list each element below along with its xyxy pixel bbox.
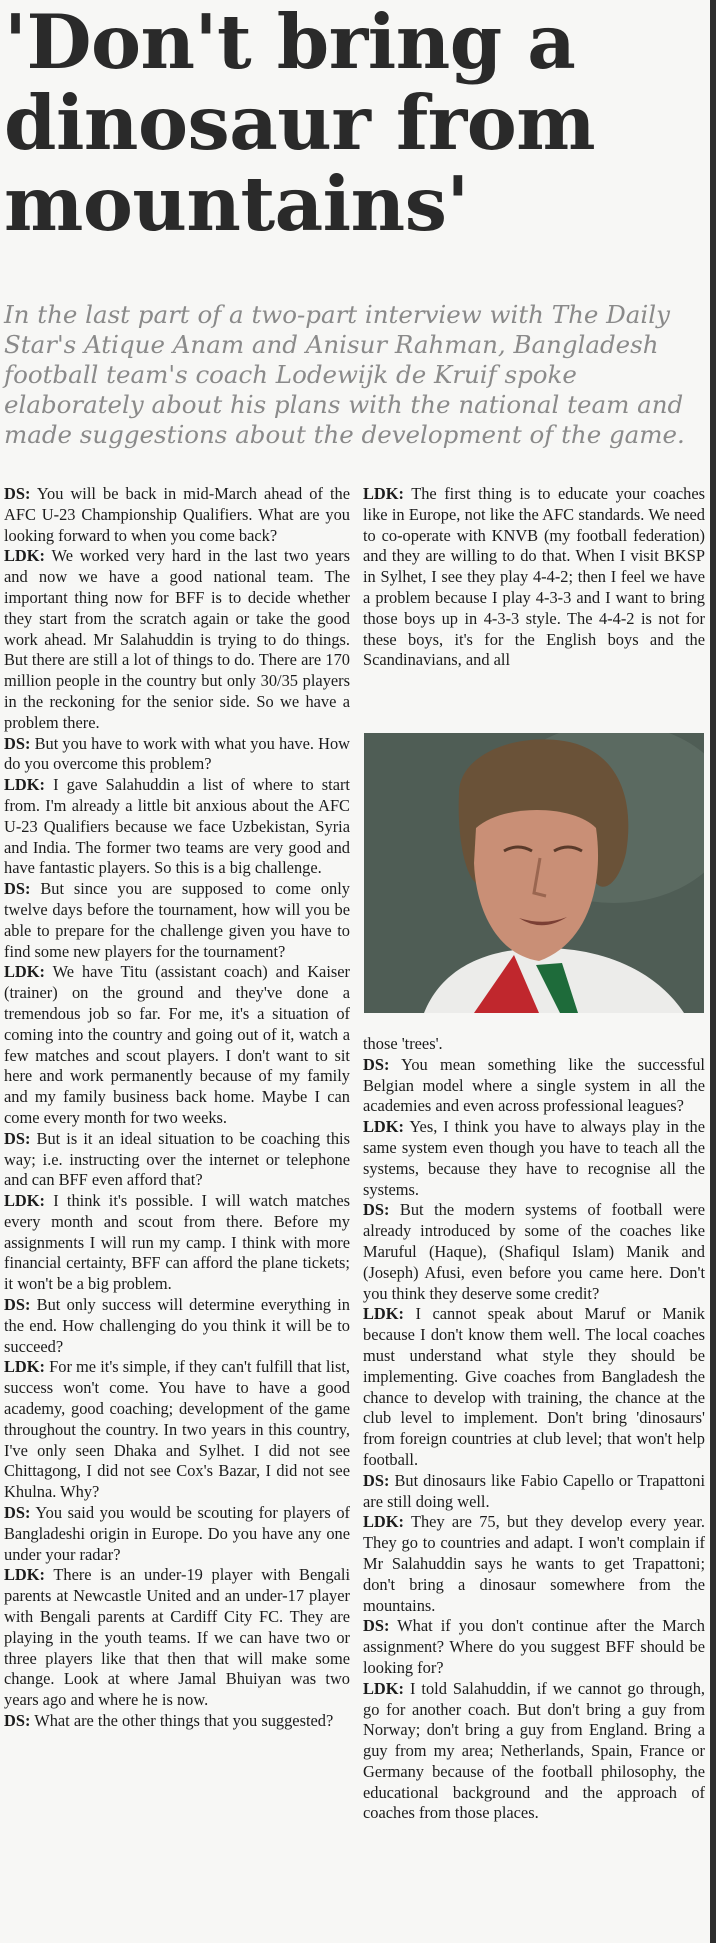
speaker-label: LDK: bbox=[363, 1512, 404, 1532]
speaker-label: DS: bbox=[4, 1503, 31, 1523]
coach-photo bbox=[364, 733, 704, 1013]
paragraph-text: those 'trees'. bbox=[363, 1034, 443, 1053]
speaker-label: LDK: bbox=[4, 962, 45, 982]
interview-paragraph bbox=[363, 484, 705, 671]
speaker-label: LDK: bbox=[4, 775, 45, 795]
left-column bbox=[4, 484, 350, 1732]
interview-paragraph bbox=[4, 1565, 350, 1711]
paragraph-text: We worked very hard in the last two years and now we have a good national team. The important thing now for BFF is to decide whether they start from the scratch again or take the good work ahead. Mr Salahuddin is trying to do things. But there are still a lot of things to do. There are 170 million people in the country but only 30/35 players in the reckoning for the senior side. So we have a problem there. bbox=[4, 546, 350, 732]
interview-paragraph bbox=[363, 1616, 705, 1678]
interview-paragraph bbox=[363, 1304, 705, 1470]
speaker-label: DS: bbox=[4, 1295, 31, 1315]
paragraph-text: For me it's simple, if they can't fulfill that list, success won't come. You have to have a good academy, good coaching; development of the game throughout the country. In two years in this country, I've only seen Dhaka and Sylhet. I did not see Chittagong, I did not see Cox's Bazar, I did not see Khulna. Why? bbox=[4, 1357, 350, 1502]
right-column-top bbox=[363, 484, 705, 671]
interview-paragraph bbox=[363, 1471, 705, 1513]
speaker-label: LDK: bbox=[4, 546, 45, 566]
paragraph-text: Yes, I think you have to always play in the same system even though you have to teach all the systems, because they have to recognise all the systems. bbox=[363, 1117, 705, 1199]
speaker-label: DS: bbox=[4, 484, 31, 503]
speaker-label: DS: bbox=[363, 1200, 390, 1220]
interview-paragraph bbox=[4, 1357, 350, 1503]
interview-paragraph bbox=[4, 1711, 350, 1732]
interview-paragraph bbox=[4, 546, 350, 733]
headline: 'Don't bring a dinosaur from mountains' bbox=[4, 0, 596, 248]
paragraph-text: I think it's possible. I will watch matches every month and scout from there. Before my assignments I will run my camp. I think with more financial certainty, BFF can afford the plane tickets; it won't be a big problem. bbox=[4, 1191, 350, 1294]
speaker-label: LDK: bbox=[4, 1357, 45, 1377]
interview-paragraph bbox=[363, 1034, 705, 1055]
interview-paragraph bbox=[4, 484, 350, 546]
paragraph-text: I told Salahuddin, if we cannot go through, go for another coach. But don't bring a guy from Norway; don't bring a guy from England. Bring a guy from my area; Netherlands, Spain, France or Germany because of the football philosophy, the educational background and the approach of coaches from those places. bbox=[363, 1678, 705, 1823]
interview-paragraph bbox=[363, 1679, 705, 1825]
speaker-label: LDK: bbox=[363, 1304, 404, 1324]
speaker-label: LDK: bbox=[363, 1678, 404, 1698]
interview-paragraph bbox=[363, 1055, 705, 1117]
paragraph-text: But is it an ideal situation to be coaching this way; i.e. instructing over the internet or telephone and can BFF even afford that? bbox=[4, 1128, 350, 1190]
page-edge-rule bbox=[710, 0, 716, 1943]
paragraph-text: What are the other things that you suggested? bbox=[30, 1711, 334, 1731]
speaker-label: DS: bbox=[363, 1054, 390, 1074]
speaker-label: DS: bbox=[363, 1470, 390, 1490]
article-deck: In the last part of a two-part interview with The Daily Star's Atique Anam and Anisur Rahman, Bangladesh football team's coach Lodewijk de Kruif spoke elaborately about his plans with the national team and made suggestions about the development of the game. bbox=[4, 300, 685, 449]
speaker-label: LDK: bbox=[363, 484, 404, 503]
paragraph-text: I cannot speak about Maruf or Manik because I don't know them well. The local coaches must understand what style they should be implementing. Give coaches from Bangladesh the chance to develop with training, the chance at the club level to implement. Don't bring 'dinosaurs' from foreign countries at club level; that won't help football. bbox=[363, 1304, 705, 1469]
paragraph-text: But since you are supposed to come only twelve days before the tournament, how will you be able to prepare for the challenge given you have to find some new players for the tournament? bbox=[4, 879, 350, 961]
paragraph-text: You will be back in mid-March ahead of the AFC U-23 Championship Qualifiers. What are you looking forward to when you come back? bbox=[4, 484, 350, 545]
paragraph-text: What if you don't continue after the March assignment? Where do you suggest BFF should be looking for? bbox=[363, 1616, 705, 1677]
paragraph-text: We have Titu (assistant coach) and Kaiser (trainer) on the ground and they've done a tremendous job so far. For me, it's a situation of coming into the country and going out of it, watch a few matches and scout players. I don't want to sit here and work permanently because of my family and my family business back home. Maybe I can come every month for two weeks. bbox=[4, 962, 350, 1127]
coach-portrait-illustration bbox=[364, 733, 704, 1013]
speaker-label: LDK: bbox=[363, 1117, 404, 1137]
interview-paragraph bbox=[4, 879, 350, 962]
interview-paragraph bbox=[4, 1129, 350, 1191]
paragraph-text: But only success will determine everything in the end. How challenging do you think it will be to succeed? bbox=[4, 1295, 350, 1356]
interview-paragraph bbox=[363, 1117, 705, 1200]
speaker-label: DS: bbox=[4, 879, 31, 899]
interview-paragraph bbox=[4, 1295, 350, 1357]
speaker-label: DS: bbox=[4, 733, 31, 753]
interview-paragraph bbox=[363, 1512, 705, 1616]
interview-paragraph bbox=[4, 775, 350, 879]
paragraph-text: But dinosaurs like Fabio Capello or Trapattoni are still doing well. bbox=[363, 1470, 705, 1511]
right-column-bottom bbox=[363, 1034, 705, 1824]
speaker-label: DS: bbox=[4, 1128, 31, 1148]
speaker-label: LDK: bbox=[4, 1565, 45, 1585]
paragraph-text: I gave Salahuddin a list of where to start from. I'm already a little bit anxious about the AFC U-23 Qualifiers because we face Uzbekistan, Syria and India. The former two teams are very good and have fantastic players. So this is a big challenge. bbox=[4, 775, 350, 878]
speaker-label: DS: bbox=[363, 1616, 390, 1636]
paragraph-text: You said you would be scouting for players of Bangladeshi origin in Europe. Do you have any one under your radar? bbox=[4, 1503, 350, 1564]
interview-paragraph bbox=[4, 1503, 350, 1565]
speaker-label: LDK: bbox=[4, 1191, 45, 1211]
paragraph-text: The first thing is to educate your coaches like in Europe, not like the AFC standards. We need to co-operate with KNVB (my football federation) and they are willing to do that. When I visit BKSP in Sylhet, I see they play 4-4-2; then I feel we have a problem because I play 4-3-3 and I want to bring those boys up in 4-3-3 style. The 4-4-2 is not for these boys, it's for the English boys and the Scandinavians, and all bbox=[363, 484, 705, 670]
paragraph-text: There is an under-19 player with Bengali parents at Newcastle United and an under-17 player with Bengali parents at Cardiff City FC. They are playing in the youth teams. If we can have two or three players like that then that will make some change. Look at where Jamal Bhuiyan was two years ago and where he is now. bbox=[4, 1565, 350, 1710]
paragraph-text: They are 75, but they develop every year. They go to countries and adapt. I won't complain if Mr Salahuddin says he wants to get Trapattoni; don't bring a dinosaur somewhere from the mountains. bbox=[363, 1512, 705, 1615]
paragraph-text: But you have to work with what you have. How do you overcome this problem? bbox=[4, 733, 350, 774]
paragraph-text: But the modern systems of football were already introduced by some of the coaches like Maruful (Haque), (Shafiqul Islam) Manik and (Joseph) Afusi, even before you came here. Don't you think they deserve some credit? bbox=[363, 1200, 705, 1303]
paragraph-text: You mean something like the successful Belgian model where a single system in all the academies and even across professional leagues? bbox=[363, 1054, 705, 1116]
interview-paragraph bbox=[4, 734, 350, 776]
interview-paragraph bbox=[363, 1200, 705, 1304]
speaker-label: DS: bbox=[4, 1711, 31, 1731]
interview-paragraph bbox=[4, 962, 350, 1128]
interview-paragraph bbox=[4, 1191, 350, 1295]
